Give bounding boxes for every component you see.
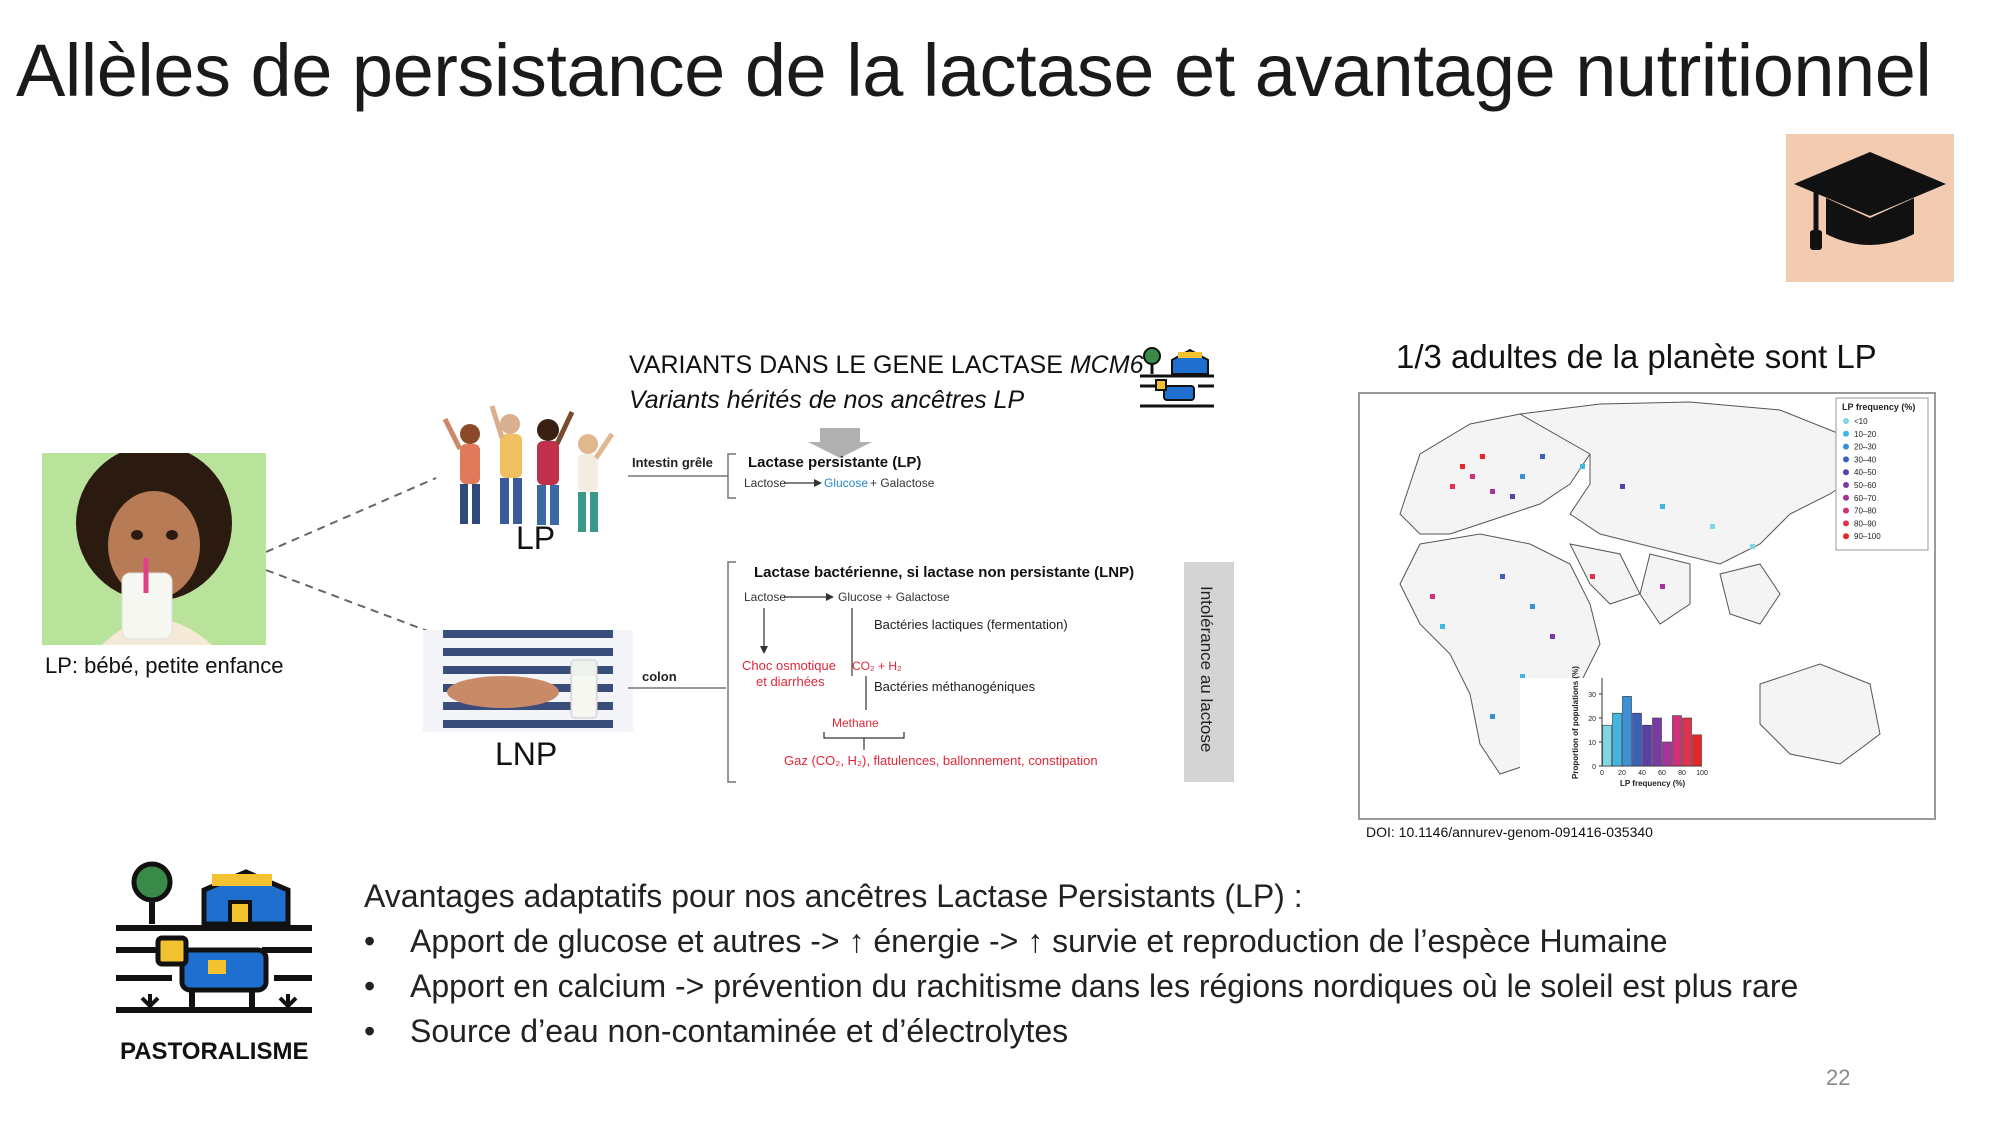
legend-title: LP frequency (%) (1842, 402, 1916, 412)
bullet-dot: • (364, 1013, 376, 1049)
choc-osmotique-label: Choc osmotique (742, 658, 836, 673)
legend-swatch (1843, 418, 1849, 424)
histogram-bar (1673, 716, 1682, 766)
lnp-title: Lactase bactérienne, si lactase non persistante (LNP) (754, 564, 1135, 581)
dashed-connectors (266, 460, 446, 650)
lactose-label: Lactose (744, 476, 787, 490)
x-tick-label: 60 (1658, 770, 1666, 777)
hist-xlabel: LP frequency (%) (1620, 779, 1686, 788)
histogram-bar (1613, 713, 1622, 766)
variants-heading-text: VARIANTS DANS LE GENE LACTASE (629, 351, 1070, 379)
slide-title: Allèles de persistance de la lactase et avantage nutritionnel (16, 29, 1932, 112)
histogram-bar (1653, 718, 1662, 766)
legend-swatch (1843, 533, 1849, 539)
histogram-bar (1643, 725, 1652, 766)
histogram-bar (1693, 735, 1702, 766)
legend-swatch (1843, 508, 1849, 514)
legend-label: 20–30 (1854, 442, 1877, 452)
lp-frequency-map (1358, 392, 1936, 820)
page-number: 22 (1826, 1065, 1851, 1090)
x-tick-label: 100 (1696, 770, 1708, 777)
stomach-ache-photo (423, 630, 633, 732)
y-tick-label: 10 (1588, 740, 1596, 747)
australia-shape (1760, 664, 1880, 764)
legend-label: 80–90 (1854, 519, 1877, 529)
bacteries-methanogeniques-label: Bactéries méthanogéniques (874, 679, 1036, 694)
legend-label: <10 (1854, 417, 1868, 426)
intestin-label: Intestin grêle (632, 455, 713, 470)
intolerance-label: Intolérance au lactose (1197, 586, 1216, 753)
legend-label: 30–40 (1854, 455, 1877, 465)
glucose-galactose-label: Glucose + Galactose (838, 590, 950, 604)
legend-swatch (1843, 456, 1849, 462)
histogram-bar (1633, 713, 1642, 766)
pastoralisme-label: PASTORALISME (120, 1038, 309, 1065)
bullet-text: Apport en calcium -> prévention du rachitisme dans les régions nordiques où le soleil est plus rare (410, 968, 1799, 1004)
gaz-label: Gaz (CO₂, H₂), flatulences, ballonnement, constipation (784, 753, 1098, 768)
legend-swatch (1843, 444, 1849, 450)
x-tick-label: 40 (1638, 770, 1646, 777)
lp-title: Lactase persistante (LP) (748, 454, 922, 471)
y-tick-label: 0 (1592, 764, 1596, 771)
bullet-dot: • (364, 968, 376, 1004)
child-drinking-milk-photo (42, 453, 266, 645)
histogram-bar (1683, 718, 1692, 766)
advantages-heading: Avantages adaptatifs pour nos ancêtres Lactase Persistants (LP) : (364, 878, 1303, 914)
bacteries-lactiques-label: Bactéries lactiques (fermentation) (874, 617, 1068, 632)
bullet-item-1 (364, 923, 1668, 960)
legend-label: 60–70 (1854, 493, 1877, 503)
legend-label: 90–100 (1854, 532, 1881, 542)
legend-label: 50–60 (1854, 481, 1877, 490)
map-title: 1/3 adultes de la planète sont LP (1396, 338, 1877, 375)
graduation-cap-box (1786, 134, 1954, 282)
bullet-dot: • (364, 923, 376, 959)
legend-swatch (1843, 495, 1849, 501)
gene-name: MCM6 (1069, 351, 1144, 379)
farm-icon-small (1138, 346, 1216, 416)
pastoralism-farm-icon (112, 860, 317, 1035)
co2-h2-label: CO₂ + H₂ (852, 659, 902, 673)
legend-label: 40–50 (1854, 468, 1877, 478)
graduation-cap-icon (1786, 134, 1954, 282)
bullet-text: Source d’eau non-contaminée et d’électrolytes (410, 1013, 1069, 1049)
lnp-label: LNP (495, 736, 558, 772)
legend-swatch (1843, 482, 1849, 488)
methane-label: Methane (832, 716, 879, 730)
lactase-diagram (620, 420, 1240, 800)
x-tick-label: 20 (1618, 770, 1626, 777)
histogram-inset (1520, 666, 1708, 810)
diarrhees-label: et diarrhées (756, 674, 825, 689)
legend-swatch (1843, 520, 1849, 526)
southeast-asia-shape (1720, 564, 1780, 624)
hist-ylabel: Proportion of populations (%) (1571, 666, 1580, 779)
x-tick-label: 0 (1600, 770, 1604, 777)
variants-heading (629, 351, 1143, 380)
histogram-bar (1623, 696, 1632, 766)
legend-label: 70–80 (1854, 506, 1877, 516)
child-caption: LP: bébé, petite enfance (45, 653, 284, 678)
histogram-bar (1663, 742, 1672, 766)
lp-label: LP (516, 520, 556, 556)
histogram-bar (1603, 725, 1612, 766)
legend-swatch (1843, 469, 1849, 475)
y-tick-label: 20 (1588, 716, 1596, 723)
x-tick-label: 80 (1678, 770, 1686, 777)
colon-label: colon (642, 669, 677, 684)
y-tick-label: 30 (1588, 692, 1596, 699)
legend-swatch (1843, 431, 1849, 437)
variants-subheading: Variants hérités de nos ancêtres LP (629, 386, 1025, 414)
glucose-label: Glucose (824, 476, 869, 490)
bullet-item-2 (364, 968, 1798, 1005)
bullet-text: Apport de glucose et autres -> ↑ énergie -> ↑ survie et reproduction de l’espèce Humaine (410, 923, 1668, 959)
map-legend (1836, 398, 1928, 550)
legend-label: 10–20 (1854, 429, 1877, 439)
bullet-item-3 (364, 1013, 1068, 1050)
lactose-label-2: Lactose (744, 590, 787, 604)
galactose-label: + Galactose (870, 476, 935, 490)
doi-reference: DOI: 10.1146/annurev-genom-091416-035340 (1366, 824, 1653, 840)
